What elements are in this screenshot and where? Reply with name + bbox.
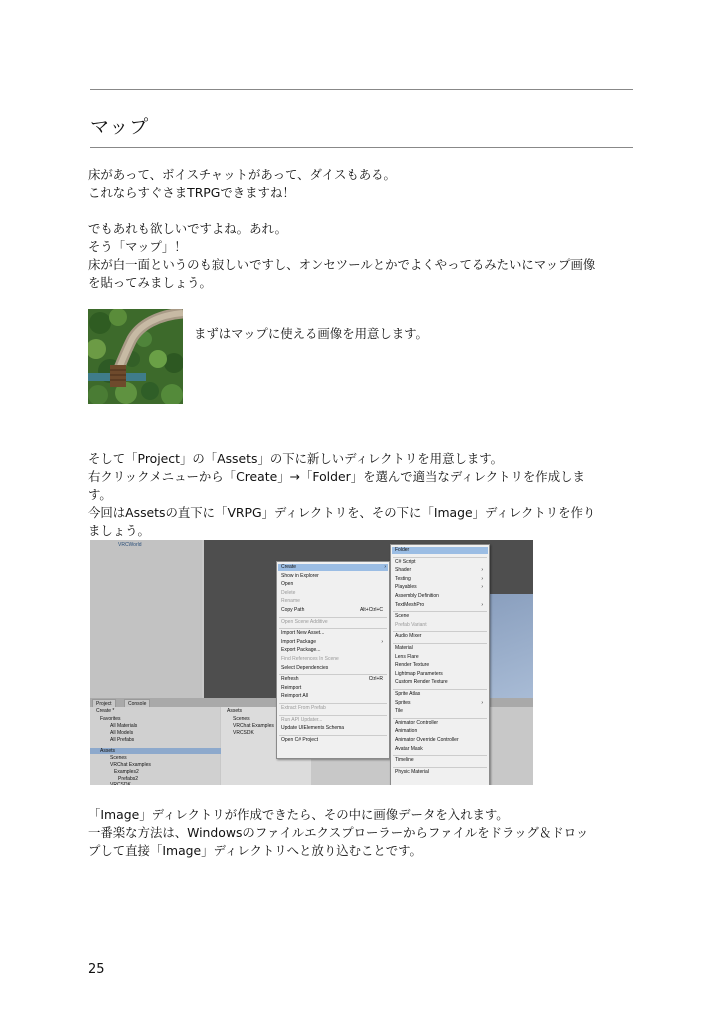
page-number: 25 [88,962,105,977]
menu-item-timeline[interactable] [395,757,485,764]
menu-item-folder[interactable] [392,547,488,554]
intro-line: でもあれも欲しいですよね。あれ。 [88,221,287,236]
menu-item-testing[interactable] [395,576,485,583]
intro-line [88,202,638,220]
menu-item-assembly-definition[interactable] [395,593,485,600]
menu-item-label: Animator Controller [395,719,439,726]
menu-item-shader[interactable] [395,567,485,574]
menu-separator [393,767,487,768]
menu-item-label: Animation [395,728,418,735]
intro-line: これならすぐさまTRPGできますね！ [88,185,295,200]
menu-item-label: Create [281,564,297,570]
menu-item-animator-controller[interactable] [395,720,485,727]
hierarchy-item[interactable]: VRCWorld [118,542,142,548]
menu-item-lens-flare[interactable] [395,654,485,661]
menu-item-label: Update UIElements Schema [281,725,345,732]
unity-screenshot [90,540,533,785]
menu-item-scene[interactable] [395,613,485,620]
intro-line: を貼ってみましょう。 [88,275,212,290]
tree-item-assets[interactable] [90,748,226,754]
menu-item-update-uielements-schema[interactable] [281,725,385,732]
menu-item-label: Testing [395,575,411,582]
menu-item-label: Lightmap Parameters [395,670,443,677]
map-tile-graphic [88,309,183,404]
menu-item-label: Prefab Variant [395,621,427,628]
menu-item-sprite-atlas[interactable] [395,691,485,698]
menu-item-label: Material [395,645,413,651]
outro-paragraph [88,806,638,860]
menu-item-label: Find References In Scene [281,656,339,662]
menu-item-label: Reimport [281,684,302,691]
menu-item-textmeshpro[interactable] [395,602,485,609]
menu-item-label: Export Package... [281,647,321,654]
menu-item-audio-mixer[interactable] [395,633,485,640]
create-dropdown[interactable]: Create * [96,708,115,714]
menu-item-label: Lens Flare [395,653,419,660]
outro-line: 一番楽な方法は、Windowsのファイルエクスプローラーからファイルをドラッグ＆ドロッ [88,825,589,840]
tree-item[interactable]: All Materials [110,723,138,729]
steps-line: 右クリックメニューから「Create」→「Folder」を選んで適当なディレクトリを作成しま [88,469,585,484]
menu-item-label: Refresh [281,676,299,683]
menu-item-render-texture[interactable] [395,662,485,669]
menu-item-copy-path[interactable] [281,607,385,614]
intro-line: 床があって、ボイスチャットがあって、ダイスもある。 [88,167,396,182]
menu-item-reimport[interactable] [281,685,385,692]
menu-item-label: Custom Render Texture [395,679,448,686]
submenu-arrow-icon: › [381,638,383,645]
tree-item[interactable]: Examples2 [114,769,139,775]
menu-item-label: Shader [395,567,412,574]
title-rule [90,147,633,148]
menu-item-sprites[interactable] [395,700,485,707]
menu-separator [279,617,387,618]
page-title: マップ [90,116,150,138]
menu-item-label: Reimport All [281,693,308,700]
submenu-arrow-icon: › [481,575,483,582]
steps-line: ましょう。 [88,523,150,538]
intro-line: そう「マップ」！ [88,239,187,254]
menu-item-label: Timeline [395,757,414,764]
menu-item-label: Import Package [281,638,317,645]
menu-separator [393,611,487,612]
intro-line: 床が白一面というのも寂しいですし、オンセツールとかでよくやってるみたいにマップ画像 [88,257,596,272]
menu-item-import-new-asset[interactable] [281,630,385,637]
project-tree [90,707,220,785]
menu-item-import-package[interactable] [281,639,385,646]
tree-item[interactable]: All Prefabs [110,737,135,743]
tab-project[interactable]: Project [92,699,116,709]
menu-item-label: Assembly Definition [395,593,439,599]
menu-item-label: Scene [395,613,410,620]
menu-item-label: Extract From Prefab [281,705,326,711]
menu-separator [393,755,487,756]
menu-shortcut: Alt+Ctrl+C [359,607,383,613]
steps-line: そして「Project」の「Assets」の下に新しいディレクトリを用意します。 [88,451,504,466]
menu-item-label: Import New Asset... [281,630,325,637]
steps-paragraph [88,450,638,540]
menu-item-open-scene-additive[interactable] [281,619,385,626]
file-item[interactable]: VRChat Examples [233,723,274,729]
menu-item-label: Folder [395,547,410,553]
tree-item[interactable]: Scenes [110,755,127,761]
menu-item-label: C# Script [395,558,416,565]
menu-item-label: Audio Mixer [395,633,422,640]
menu-shortcut: Ctrl+R [368,676,383,683]
menu-item-lightmap-parameters[interactable] [395,671,485,678]
menu-item-open[interactable] [281,581,385,588]
menu-item-label: Show in Explorer [281,572,319,579]
menu-item-physic-material[interactable] [395,769,485,776]
outro-line: プして直接「Image」ディレクトリへと放り込むことです。 [88,843,422,858]
menu-item-animation[interactable] [395,728,485,735]
menu-item-tile[interactable] [395,708,485,715]
menu-item-prefab-variant[interactable] [395,622,485,629]
tree-item[interactable]: VRChat Examples [110,762,151,768]
tree-item[interactable]: All Models [110,730,134,736]
file-item[interactable]: Scenes [233,716,250,722]
menu-item-label: Open Scene Additive [281,618,328,625]
menu-item-label: Physic Material [395,768,429,775]
menu-item-show-in-explorer[interactable] [281,573,385,580]
top-rule [90,89,633,90]
outro-line: 「Image」ディレクトリが作成できたら、その中に画像データを入れます。 [88,807,509,822]
context-menu [276,561,390,759]
menu-item-label: Select Dependencies [281,664,329,671]
menu-item-animator-override-controller[interactable] [395,737,485,744]
tree-item-label: Assets [100,748,116,754]
menu-item-label: TextMeshPro [395,601,425,608]
menu-item-open-c-project[interactable] [281,737,385,744]
tree-item[interactable]: Favorites [100,716,121,722]
menu-item-playables[interactable] [395,584,485,591]
menu-item-label: Copy Path [281,607,305,613]
menu-item-delete[interactable] [281,590,385,597]
menu-item-extract-from-prefab[interactable] [281,705,385,712]
menu-separator [279,628,387,629]
menu-item-export-package[interactable] [281,647,385,654]
menu-separator [279,674,387,675]
menu-item-label: Avatar Mask [395,745,423,752]
menu-item-label: Sprites [395,699,411,706]
image-caption: まずはマップに使える画像を用意します。 [194,326,428,341]
menu-item-create[interactable] [278,564,388,571]
submenu-arrow-icon: › [481,584,483,591]
submenu-arrow-icon: › [481,699,483,706]
menu-item-label: Run API Updater... [281,716,323,723]
submenu-arrow-icon: › [384,564,386,570]
menu-separator [393,631,487,632]
menu-separator [279,735,387,736]
menu-item-custom-render-texture[interactable] [395,679,485,686]
file-item[interactable]: VRCSDK [233,730,254,736]
menu-item-reimport-all[interactable] [281,693,385,700]
menu-item-find-references-in-scene[interactable] [281,656,385,663]
steps-line: す。 [88,487,112,502]
menu-separator [393,718,487,719]
menu-item-avatar-mask[interactable] [395,746,485,753]
menu-item-label: Rename [281,598,300,605]
menu-item-label: Playables [395,584,417,591]
menu-item-select-dependencies[interactable] [281,665,385,672]
menu-item-label: Delete [281,589,296,596]
submenu-arrow-icon: › [481,567,483,574]
menu-item-c-script[interactable] [395,559,485,566]
menu-separator [393,689,487,690]
menu-item-material[interactable] [395,645,485,652]
menu-item-run-api-updater[interactable] [281,717,385,724]
menu-item-label: Open [281,581,294,588]
menu-item-rename[interactable] [281,598,385,605]
tab-console[interactable]: Console [124,699,150,709]
submenu-arrow-icon: › [481,601,483,608]
menu-item-label: Render Texture [395,662,430,669]
menu-separator [279,703,387,704]
tree-item[interactable]: Prefabs2 [118,776,139,782]
hierarchy-panel [90,540,202,698]
map-image [88,309,183,404]
menu-separator [393,643,487,644]
menu-item-label: Tile [395,708,403,715]
menu-separator [279,715,387,716]
intro-paragraph [88,166,638,292]
steps-line: 今回はAssetsの直下に「VRPG」ディレクトリを、その下に「Image」ディレクトリを作り [88,505,596,520]
files-header: Assets [227,708,243,714]
menu-item-label: Animator Override Controller [395,737,459,743]
create-submenu [390,544,490,785]
menu-item-label: Sprite Atlas [395,691,421,697]
tree-item[interactable]: VRCSDK [110,782,131,785]
menu-separator [393,557,487,558]
menu-item-label: Open C# Project [281,736,318,743]
menu-item-refresh[interactable] [281,676,385,683]
